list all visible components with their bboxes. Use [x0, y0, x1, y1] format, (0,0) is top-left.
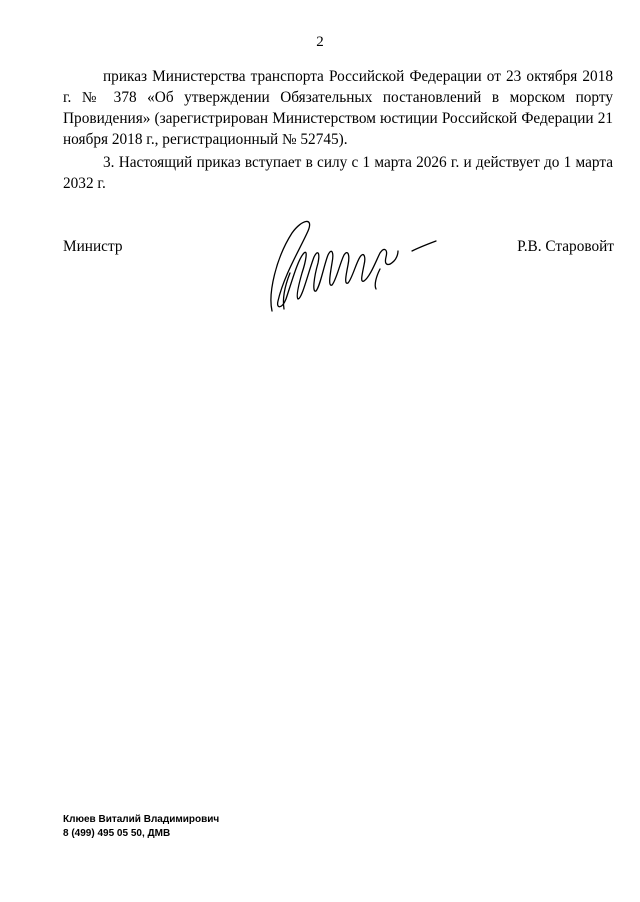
page-number: 2	[316, 34, 324, 50]
executor-name: Клюев Виталий Владимирович	[63, 814, 220, 825]
signatory-position: Министр	[63, 238, 123, 255]
body-paragraph-2: 3. Настоящий приказ вступает в силу с 1 марта 2026 г. и действует до 1 марта 2032 г.	[63, 154, 613, 192]
signatory-name: Р.В. Старовойт	[517, 238, 614, 255]
document-body	[63, 66, 613, 194]
handwritten-signature	[262, 213, 442, 318]
executor-contact: 8 (499) 495 05 50, ДМВ	[63, 828, 171, 839]
executor-info	[63, 813, 219, 841]
body-paragraph-1: приказ Министерства транспорта Российской Федерации от 23 октября 2018 г. № 378 «Об утверждении Обязательных постановлений в морском порту Провидения» (зарегистрирован Министерством юстиции Российской Федерации 21 ноября 2018 г., регистрационный № 52745).	[63, 68, 613, 148]
